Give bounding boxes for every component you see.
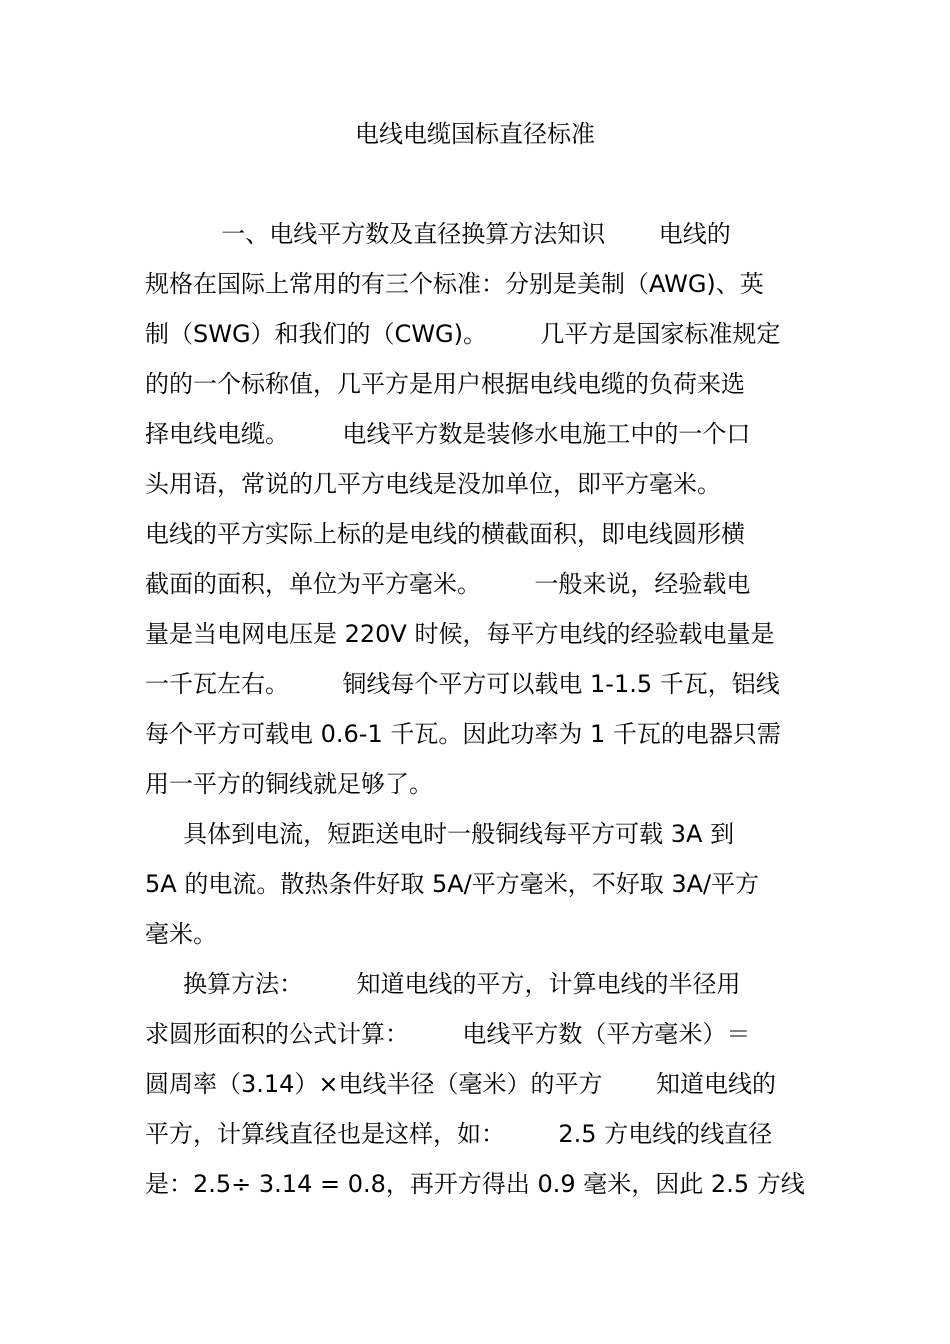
body-line: 是：2.5÷ 3.14 = 0.8，再开方得出 0.9 毫米，因此 2.5 方线 <box>145 1170 805 1198</box>
body-line: 量是当电网电压是 220V 时候，每平方电线的经验载电量是 <box>145 620 775 648</box>
body-line: 规格在国际上常用的有三个标准：分别是美制（AWG)、英 <box>145 270 764 298</box>
body-line: 一千瓦左右。 铜线每个平方可以载电 1-1.5 千瓦，铝线 <box>145 670 780 698</box>
body-line: 的的一个标称值，几平方是用户根据电线电缆的负荷来选 <box>145 370 745 398</box>
body-line: 用一平方的铜线就足够了。 <box>145 770 433 798</box>
body-line: 择电线电缆。 电线平方数是装修水电施工中的一个口 <box>145 420 751 448</box>
body-line: 平方，计算线直径也是这样，如： 2.5 方电线的线直径 <box>145 1120 773 1148</box>
body-line: 毫米。 <box>145 920 217 948</box>
body-line: 求圆形面积的公式计算： 电线平方数（平方毫米）＝ <box>145 1020 751 1048</box>
body-line: 圆周率（3.14）×电线半径（毫米）的平方 知道电线的 <box>145 1070 776 1098</box>
body-line: 具体到电流，短距送电时一般铜线每平方可载 3A 到 <box>145 820 735 848</box>
body-line: 一、电线平方数及直径换算方法知识 电线的 <box>145 220 731 248</box>
body-line: 电线的平方实际上标的是电线的横截面积，即电线圆形横 <box>145 520 745 548</box>
body-line: 每个平方可载电 0.6-1 千瓦。因此功率为 1 千瓦的电器只需 <box>145 720 781 748</box>
body-line: 5A 的电流。散热条件好取 5A/平方毫米，不好取 3A/平方 <box>145 870 760 898</box>
document-title: 电线电缆国标直径标准 <box>355 120 595 148</box>
body-line: 头用语，常说的几平方电线是没加单位，即平方毫米。 <box>145 470 721 498</box>
body-line: 换算方法： 知道电线的平方，计算电线的半径用 <box>145 970 741 998</box>
body-line: 制（SWG）和我们的（CWG)。 几平方是国家标准规定 <box>145 320 781 348</box>
body-line: 截面的面积，单位为平方毫米。 一般来说，经验载电 <box>145 570 751 598</box>
